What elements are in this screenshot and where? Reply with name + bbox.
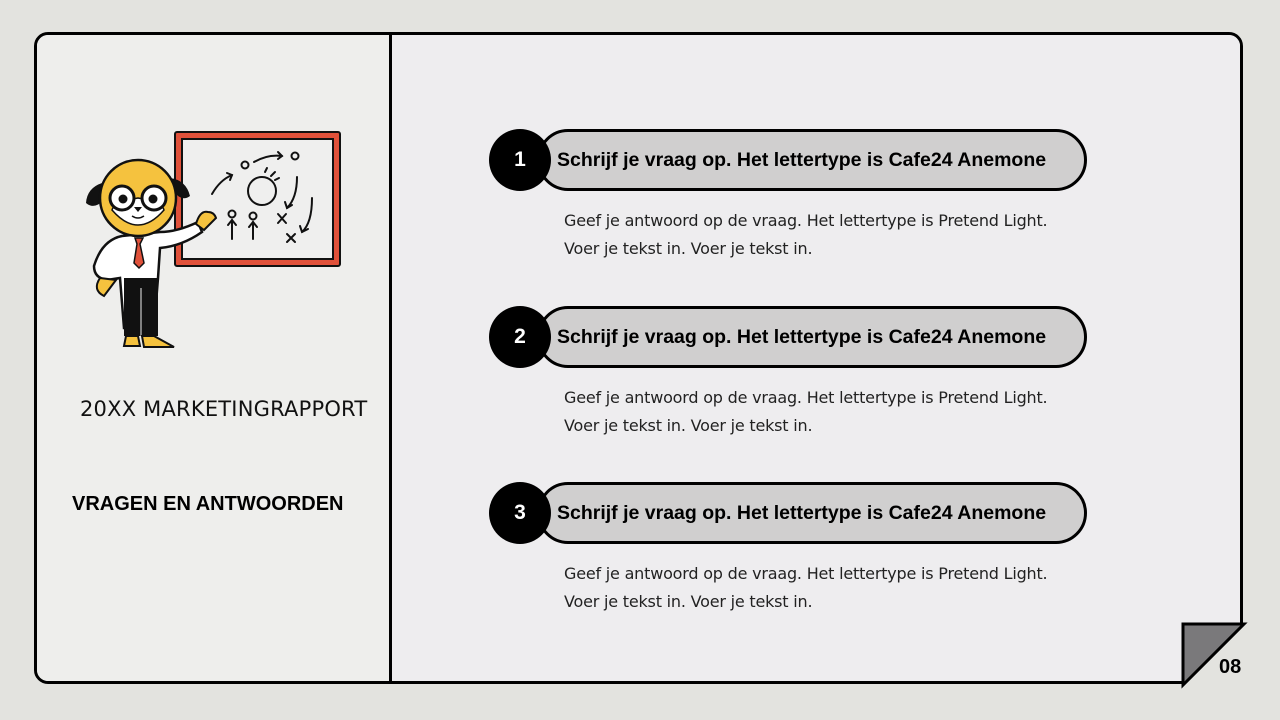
number-badge: 2 — [489, 306, 551, 368]
question-pill — [537, 482, 1087, 544]
question-text: Schrijf je vraag op. Het lettertype is Cafe24 Anemone — [557, 325, 1047, 348]
number-badge: 1 — [489, 129, 551, 191]
question-row — [489, 482, 1109, 546]
question-text: Schrijf je vraag op. Het lettertype is Cafe24 Anemone — [557, 501, 1047, 524]
answer-text: Geef je antwoord op de vraag. Het lettertype is Pretend Light. Voer je tekst in. Voer je tekst in. — [564, 564, 1048, 611]
answer-text: Geef je antwoord op de vraag. Het lettertype is Pretend Light. Voer je tekst in. Voer je tekst in. — [564, 388, 1048, 435]
answer-text: Geef je antwoord op de vraag. Het lettertype is Pretend Light. Voer je tekst in. Voer je tekst in. — [564, 211, 1048, 258]
report-title: 20XX MARKETINGRAPPORT — [80, 397, 368, 421]
question-pill — [537, 129, 1087, 191]
qa-panel — [392, 35, 1240, 681]
qa-item — [489, 129, 1109, 263]
page-number: 08 — [1219, 656, 1242, 678]
question-row — [489, 129, 1109, 193]
number-badge: 3 — [489, 482, 551, 544]
question-text: Schrijf je vraag op. Het lettertype is Cafe24 Anemone — [557, 148, 1047, 171]
qa-item — [489, 482, 1109, 616]
question-pill — [537, 306, 1087, 368]
slide-card — [34, 32, 1243, 684]
section-title: VRAGEN EN ANTWOORDEN — [72, 493, 344, 515]
left-panel — [37, 35, 389, 681]
dog-presenter-whiteboard-icon — [82, 128, 347, 353]
qa-item — [489, 306, 1109, 440]
question-row — [489, 306, 1109, 370]
